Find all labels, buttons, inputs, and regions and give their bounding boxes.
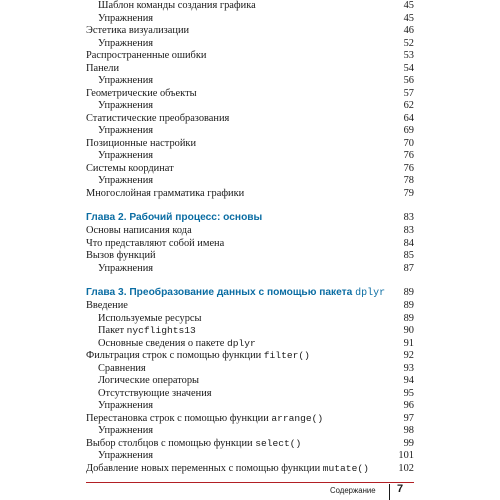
toc-entry-title-text: Выбор столбцов с помощью функции (86, 437, 256, 449)
toc-subentry[interactable] (86, 263, 414, 276)
toc-entry[interactable] (86, 463, 414, 476)
toc-entry-page-number: 45 (403, 12, 414, 24)
toc-entry-title: Используемые ресурсы (98, 312, 202, 324)
chapter-title: Глава 2. Рабочий процесс: основы (86, 212, 263, 223)
toc-entry-page-number: 91 (403, 337, 414, 349)
toc-entry-page-number: 56 (403, 75, 414, 86)
toc-entry-title (98, 325, 196, 338)
toc-entry-title: Что представляют собой имена (86, 237, 225, 249)
chapter-title (86, 286, 385, 301)
toc-entry-page-number: 54 (403, 62, 414, 74)
chapter-title-text: Глава 3. Преобразование данных с помощью пакета (86, 287, 356, 298)
toc-entry-title (86, 350, 310, 363)
toc-entry-title: Отсутствующие значения (98, 387, 212, 399)
toc-subentry[interactable] (86, 313, 414, 326)
spacer (86, 200, 414, 211)
toc-entry-page-number: 85 (403, 250, 414, 261)
toc-entry[interactable] (86, 113, 414, 126)
spacer (86, 275, 414, 286)
toc-subentry[interactable] (86, 363, 414, 376)
toc-entry-title: Введение (86, 300, 128, 311)
toc-entry[interactable] (86, 350, 414, 363)
toc-entry-page-number: 89 (403, 300, 414, 311)
footer-divider (389, 484, 390, 500)
toc-entry-title-code: mutate() (322, 462, 369, 474)
toc-entry-page-number: 96 (403, 400, 414, 411)
toc-entry[interactable] (86, 88, 414, 101)
toc-entry[interactable] (86, 50, 414, 63)
toc-subentry[interactable] (86, 425, 414, 438)
toc-entry[interactable] (86, 238, 414, 251)
toc-entry-title-text: Основные сведения о пакете (98, 337, 227, 349)
toc-subentry[interactable] (86, 325, 414, 338)
toc-entry[interactable] (86, 413, 414, 426)
toc-section-chapter1-tail (86, 0, 414, 200)
toc-entry-page-number: 79 (403, 187, 414, 199)
footer-rule (86, 482, 414, 483)
toc-entry-title (86, 438, 301, 451)
toc-entry-title: Основы написания кода (86, 225, 192, 236)
toc-entry[interactable] (86, 188, 414, 201)
toc-entry-title: Упражнения (98, 262, 154, 274)
toc-section-chapter3 (86, 300, 414, 475)
toc-entry-title: Многослойная грамматика графики (86, 187, 245, 199)
toc-subentry[interactable] (86, 75, 414, 88)
toc-entry[interactable] (86, 250, 414, 263)
toc-subentry[interactable] (86, 388, 414, 401)
toc-entry-title: Панели (86, 62, 120, 74)
toc-entry-page-number: 101 (398, 450, 414, 461)
toc-subentry[interactable] (86, 150, 414, 163)
toc-subentry[interactable] (86, 175, 414, 188)
toc-entry[interactable] (86, 138, 414, 151)
toc-entry-page-number: 46 (403, 25, 414, 36)
toc-entry[interactable] (86, 63, 414, 76)
toc-entry-page-number: 87 (403, 262, 414, 274)
toc-entry-page-number: 57 (403, 87, 414, 99)
toc-section-chapter2 (86, 225, 414, 275)
toc-entry-page-number: 99 (403, 437, 414, 449)
chapter-heading-2[interactable] (86, 211, 414, 225)
toc-entry-title-code: dplyr (226, 337, 256, 349)
toc-entry-title: Геометрические объекты (86, 87, 197, 99)
toc-entry-title (86, 413, 323, 426)
toc-subentry[interactable] (86, 450, 414, 463)
chapter-title-code: dplyr (355, 288, 386, 299)
toc-entry-title-code: arrange() (271, 412, 324, 424)
chapter-page-number: 83 (403, 212, 414, 223)
toc-entry-page-number: 84 (403, 237, 414, 249)
toc-subentry[interactable] (86, 0, 414, 13)
toc-entry[interactable] (86, 225, 414, 238)
toc-entry-page-number: 76 (403, 162, 414, 174)
toc-entry-page-number: 76 (403, 150, 414, 161)
toc-entry-title: Системы координат (86, 162, 174, 174)
toc-entry-title-code: filter() (263, 350, 310, 361)
footer-page-number: 7 (397, 483, 404, 495)
toc-entry-title: Упражнения (98, 425, 154, 436)
toc-entry-title (98, 338, 256, 351)
chapter-heading-3[interactable] (86, 286, 414, 300)
toc-entry-page-number: 102 (398, 462, 414, 474)
toc-entry-page-number: 53 (403, 50, 414, 61)
toc-subentry[interactable] (86, 13, 414, 26)
toc-entry-title-code: nycflights13 (126, 325, 196, 336)
toc-entry-page-number: 83 (403, 225, 414, 236)
toc-subentry[interactable] (86, 375, 414, 388)
toc-entry-title: Упражнения (98, 75, 154, 86)
toc-entry-title: Упражнения (98, 37, 154, 49)
toc-subentry[interactable] (86, 38, 414, 51)
toc-entry-title: Шаблон команды создания графика (98, 0, 256, 11)
toc-entry-title: Упражнения (98, 100, 154, 111)
toc-entry-page-number: 98 (403, 425, 414, 436)
toc-entry-page-number: 95 (403, 387, 414, 399)
toc-entry-title: Вызов функций (86, 250, 156, 261)
footer-section-label: Содержание (330, 486, 376, 495)
toc-entry-title: Упражнения (98, 175, 154, 186)
toc-entry-title: Упражнения (98, 150, 154, 161)
toc-entry-title: Распространенные ошибки (86, 50, 207, 61)
toc-subentry[interactable] (86, 100, 414, 113)
toc-entry-page-number: 89 (403, 312, 414, 324)
toc-entry-page-number: 70 (403, 137, 414, 149)
toc-entry[interactable] (86, 300, 414, 313)
toc-entry-page-number: 52 (403, 37, 414, 49)
toc-entry-title: Позиционные настройки (86, 137, 197, 149)
toc-entry-page-number: 93 (403, 362, 414, 374)
table-of-contents (86, 0, 414, 475)
toc-entry-title: Сравнения (98, 362, 146, 374)
toc-entry-page-number: 78 (403, 175, 414, 186)
toc-entry-page-number: 62 (403, 100, 414, 111)
toc-entry-title: Статистические преобразования (86, 112, 230, 124)
toc-entry-title-text: Пакет (98, 325, 127, 336)
toc-entry-title: Логические операторы (98, 375, 200, 386)
toc-entry-page-number: 69 (403, 125, 414, 136)
toc-subentry[interactable] (86, 125, 414, 138)
toc-entry[interactable] (86, 25, 414, 38)
toc-entry-title-code: select() (255, 437, 302, 449)
chapter-page-number: 89 (403, 287, 414, 298)
toc-entry-page-number: 92 (403, 350, 414, 361)
toc-entry-page-number: 90 (403, 325, 414, 336)
toc-entry-page-number: 64 (403, 112, 414, 124)
toc-entry-page-number: 45 (403, 0, 414, 11)
toc-entry-title: Упражнения (98, 450, 154, 461)
toc-entry-page-number: 97 (403, 412, 414, 424)
toc-entry-title (86, 463, 369, 476)
toc-entry-title: Упражнения (98, 12, 154, 24)
toc-subentry[interactable] (86, 400, 414, 413)
toc-entry-title-text: Добавление новых переменных с помощью функции (86, 462, 323, 474)
toc-entry[interactable] (86, 163, 414, 176)
toc-entry-page-number: 94 (403, 375, 414, 386)
toc-entry-title-text: Перестановка строк с помощью функции (86, 412, 272, 424)
toc-entry[interactable] (86, 438, 414, 451)
toc-entry-title-text: Фильтрация строк с помощью функции (86, 350, 264, 361)
toc-entry-title: Упражнения (98, 125, 154, 136)
toc-subentry[interactable] (86, 338, 414, 351)
toc-entry-title: Упражнения (98, 400, 154, 411)
toc-entry-title: Эстетика визуализации (86, 25, 190, 36)
